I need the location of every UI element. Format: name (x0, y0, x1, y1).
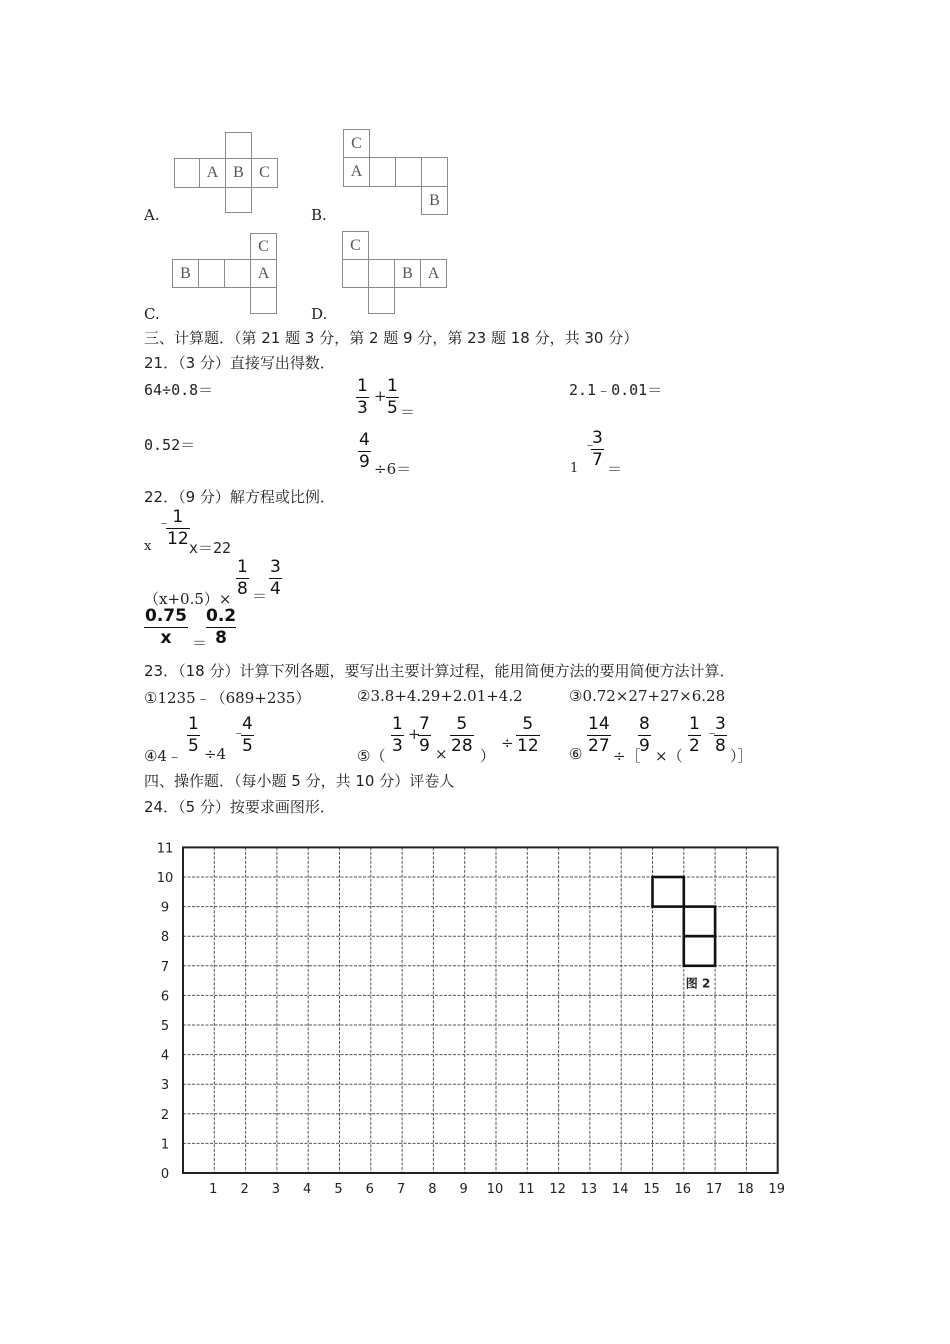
denominator: 5 (242, 736, 253, 756)
net-cell (368, 259, 395, 288)
numerator: 5 (456, 714, 468, 734)
q23-problem-2: ②3.8+4.29+2.01+4.2 (357, 687, 523, 705)
numerator: 1 (392, 714, 403, 734)
operator: ﹣ (232, 725, 246, 741)
denominator: x (160, 628, 172, 648)
denominator: 4 (270, 579, 281, 599)
net-cell (225, 187, 252, 213)
numerator: 1 (188, 714, 199, 734)
numerator: 0.75 (145, 606, 187, 626)
net-cell-b: B (172, 259, 199, 288)
whole-number: 1 (570, 461, 579, 476)
net-cell (198, 259, 225, 288)
numerator: 3 (270, 557, 281, 577)
operator: × (435, 745, 448, 763)
net-cell-c: C (251, 158, 278, 188)
figure-square (653, 877, 684, 907)
operator: ﹣ (583, 437, 597, 453)
x-axis-label: 8 (428, 1182, 437, 1197)
fraction (450, 715, 474, 756)
denominator: 9 (359, 452, 370, 472)
numerator: 4 (359, 430, 370, 450)
numerator: 5 (522, 714, 534, 734)
fraction (358, 431, 371, 472)
q24-title: 24．（5 分）按要求画图形． (144, 798, 335, 816)
net-cell-c: C (250, 233, 277, 260)
denominator: 8 (215, 628, 227, 648)
denominator: 2 (689, 736, 700, 756)
section4-title: 四、操作题．（每小题 5 分，共 10 分）评卷人 (144, 772, 455, 790)
net-cell (250, 287, 277, 314)
fraction (187, 715, 200, 756)
net-cell-b: B (421, 186, 448, 215)
grid-border (183, 847, 778, 1173)
fraction (587, 715, 611, 756)
net-cell (369, 157, 396, 187)
net-cell-b: B (225, 158, 252, 188)
denominator: 5 (387, 398, 398, 418)
x-axis-label: 10 (486, 1182, 504, 1197)
y-axis-label: 4 (160, 1048, 170, 1064)
figure-square (684, 936, 715, 966)
expression-head: ⑤（ (357, 747, 386, 765)
equals-sign: ＝ (607, 460, 623, 478)
denominator: 27 (588, 736, 610, 756)
net-cell-a: A (343, 157, 370, 187)
fraction (386, 377, 399, 418)
operator: + (374, 387, 387, 405)
fraction (714, 715, 727, 756)
x-axis-label: 15 (643, 1182, 660, 1197)
expression-tail: ÷6＝ (374, 460, 412, 478)
numerator: 1 (357, 376, 368, 396)
y-axis-label: 3 (160, 1078, 170, 1094)
net-cell-c: C (343, 129, 370, 158)
net-cell (174, 158, 200, 188)
y-axis-label: 7 (160, 959, 170, 975)
section3-title: 三、计算题．（第 21 题 3 分，第 2 题 9 分，第 23 题 18 分，共 30 分） (144, 329, 639, 347)
x-axis-label: 6 (365, 1182, 374, 1197)
fraction (144, 607, 188, 648)
fraction (356, 377, 369, 418)
x-axis-label: 13 (580, 1182, 598, 1197)
x-axis-label: 2 (240, 1182, 249, 1197)
operator: ÷4 (204, 745, 227, 763)
denominator: 9 (419, 736, 430, 756)
y-axis-label: 8 (160, 930, 170, 946)
numerator: 1 (237, 557, 248, 577)
expression-head: ④4﹣ (144, 747, 182, 765)
operator: + (408, 725, 421, 743)
numerator: 1 (172, 507, 184, 527)
numerator: 4 (242, 714, 253, 734)
numerator: 1 (387, 376, 398, 396)
expression-head: （x+0.5）× (144, 590, 232, 608)
net-cell-a: A (250, 259, 277, 288)
equals-sign: ＝ (252, 587, 268, 605)
denominator: 3 (357, 398, 368, 418)
fraction (206, 607, 236, 648)
denominator: 8 (715, 736, 726, 756)
denominator: 7 (592, 450, 603, 470)
operator: ﹣ (705, 725, 719, 741)
coordinate-grid (140, 820, 820, 1210)
parenthesis: ）］ (730, 747, 753, 765)
q21-item-4: 0.52＝ (144, 436, 196, 454)
equals-sign: ＝ (192, 634, 208, 652)
x-axis-label: 9 (459, 1182, 468, 1197)
numerator: 3 (715, 714, 726, 734)
figure-label: 图 2 (685, 976, 711, 991)
net-cell-a: A (420, 259, 447, 288)
equals-sign: ＝ (400, 403, 416, 421)
net-cell (395, 157, 422, 187)
option-label-d: D. (311, 305, 328, 323)
option-label-c: C. (144, 305, 160, 323)
fraction (269, 558, 282, 599)
net-cell-c: C (342, 231, 369, 260)
operator: ÷［ (613, 747, 641, 765)
numerator: 8 (639, 714, 650, 734)
x-axis-label: 12 (549, 1182, 566, 1197)
net-cell (368, 287, 395, 314)
expression-head: ⑥ (569, 745, 583, 763)
x-axis-label: 11 (518, 1182, 535, 1197)
denominator: 12 (517, 736, 539, 756)
numerator: 3 (592, 428, 603, 448)
net-cell (225, 132, 252, 159)
q23-title: 23．（18 分）计算下列各题，要写出主要计算过程，能用简便方法的要用简便方法计算． (144, 662, 735, 680)
fraction (166, 508, 190, 549)
y-axis-label: 11 (156, 841, 174, 857)
numerator: 7 (419, 714, 430, 734)
expression-tail: x＝22 (189, 539, 232, 557)
fraction (516, 715, 540, 756)
y-axis-label: 0 (160, 1167, 170, 1182)
x-axis-label: 7 (396, 1182, 406, 1197)
option-label-a: A. (144, 206, 160, 224)
fraction (688, 715, 701, 756)
x-axis-label: 14 (611, 1182, 629, 1197)
net-cell-b: B (394, 259, 421, 288)
y-axis-label: 9 (160, 900, 170, 916)
y-axis-label: 2 (160, 1107, 170, 1123)
fraction (241, 715, 254, 756)
net-cell-a: A (199, 158, 226, 188)
q23-problem-1: ①1235﹣（689+235） (144, 689, 311, 707)
option-label-b: B. (311, 206, 327, 224)
x-axis-label: 5 (334, 1182, 343, 1197)
variable: x (144, 539, 152, 554)
denominator: 5 (188, 736, 199, 756)
figure-square (684, 907, 715, 937)
denominator: 9 (639, 736, 650, 756)
numerator: 0.2 (206, 606, 237, 626)
q21-title: 21．（3 分）直接写出得数． (144, 354, 335, 372)
operator: ﹣ (157, 515, 171, 531)
y-axis-label: 10 (156, 871, 174, 886)
fraction (638, 715, 651, 756)
y-axis-label: 1 (160, 1137, 170, 1153)
x-axis-label: 4 (303, 1182, 312, 1197)
net-cell (421, 157, 448, 187)
numerator: 14 (588, 714, 610, 734)
y-axis-label: 5 (160, 1019, 170, 1034)
q23-problem-3: ③0.72×27+27×6.28 (569, 687, 726, 705)
net-cell (342, 259, 369, 288)
fraction (591, 429, 604, 470)
denominator: 3 (392, 736, 403, 756)
numerator: 1 (689, 714, 700, 734)
x-axis-label: 18 (737, 1182, 754, 1197)
operator: ×（ (655, 747, 683, 765)
denominator: 12 (167, 529, 189, 549)
denominator: 8 (237, 579, 248, 599)
x-axis-label: 1 (209, 1182, 218, 1197)
x-axis-label: 17 (705, 1182, 723, 1197)
operator: ÷ (501, 734, 514, 752)
q21-item-3: 2.1﹣0.01＝ (569, 381, 663, 399)
q21-item-1: 64÷0.8＝ (144, 381, 214, 399)
q22-title: 22．（9 分）解方程或比例． (144, 488, 335, 506)
x-axis-label: 19 (768, 1182, 785, 1197)
parenthesis: ） (480, 747, 496, 765)
fraction (418, 715, 431, 756)
fraction (236, 558, 249, 599)
fraction (391, 715, 404, 756)
denominator: 28 (451, 736, 473, 756)
net-cell (224, 259, 251, 288)
y-axis-label: 6 (160, 989, 170, 1005)
x-axis-label: 3 (271, 1182, 281, 1197)
x-axis-label: 16 (674, 1182, 692, 1197)
